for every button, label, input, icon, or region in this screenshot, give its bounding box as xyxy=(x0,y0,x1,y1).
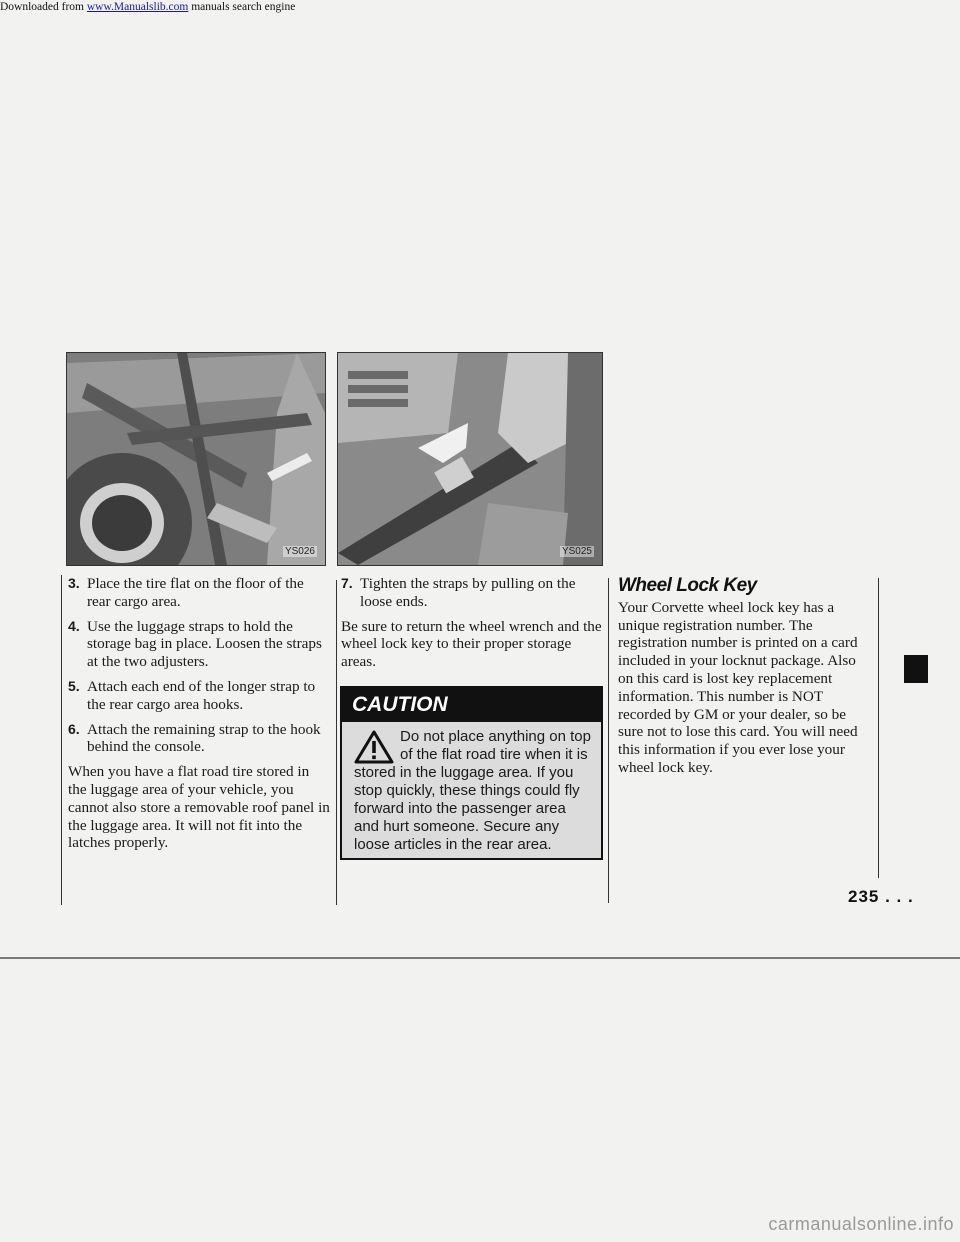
banner-prefix: Downloaded from xyxy=(0,1,87,13)
caution-heading: CAUTION xyxy=(342,688,601,722)
caution-body xyxy=(342,722,601,854)
warning-triangle-icon xyxy=(354,730,394,764)
column-rule xyxy=(608,578,609,903)
tire-stowage-photo xyxy=(66,352,326,566)
storage-reminder: Be sure to return the wheel wrench and the wheel lock key to their proper storage areas. xyxy=(341,617,602,671)
page-bottom-rule xyxy=(0,957,960,959)
caution-text: Do not place anything on top of the flat road tire when it is stored in the luggage area. If you stop quickly, these things could fly forward into the passenger area and hurt someone. Secure any loose articles in the rear area. xyxy=(354,728,591,853)
column-rule xyxy=(61,575,62,905)
figure-code: YS025 xyxy=(561,546,592,557)
section-tab-marker xyxy=(904,655,928,683)
list-item: 3. Place the tire flat on the floor of the rear cargo area. xyxy=(68,575,304,610)
list-item: 4. Use the luggage straps to hold the storage bag in place. Loosen the straps at the two adjusters. xyxy=(68,617,322,671)
banner-suffix: manuals search engine xyxy=(188,1,296,13)
tire-stowage-illustration xyxy=(67,353,325,565)
section-title: Wheel Lock Key xyxy=(618,575,757,596)
watermark: carmanualsonline.info xyxy=(768,1214,954,1234)
strap-tightening-illustration xyxy=(338,353,602,565)
column-middle xyxy=(341,575,603,678)
figure-code: YS026 xyxy=(284,546,315,557)
caution-box xyxy=(340,686,603,860)
roof-panel-note: When you have a flat road tire stored in the luggage area of your vehicle, you cannot also store a removable roof panel in the luggage area. It will not fit into the latches properly. xyxy=(68,763,330,852)
column-left xyxy=(68,575,330,859)
strap-tightening-photo xyxy=(337,352,603,566)
column-rule xyxy=(878,578,879,878)
page-number: 235 . . . xyxy=(848,887,914,906)
steps-list xyxy=(68,575,330,756)
list-item: 6. Attach the remaining strap to the hook behind the console. xyxy=(68,720,321,756)
wheel-lock-key-text: Your Corvette wheel lock key has a unique registration number. The registration number is printed on a card included in your locknut package. Also on this card is lost key replacement information. This number is NOT recorded by GM or your dealer, so be sure not to lose this card. You will need this information if you ever lose your wheel lock key. xyxy=(618,598,858,776)
download-banner xyxy=(0,0,960,14)
list-item: 5. Attach each end of the longer strap to the rear cargo area hooks. xyxy=(68,677,316,713)
column-right xyxy=(618,577,872,784)
column-rule xyxy=(336,580,337,905)
manualslib-link[interactable]: www.Manualslib.com xyxy=(86,1,189,13)
list-item: 7. Tighten the straps by pulling on the loose ends. xyxy=(341,575,576,610)
steps-list xyxy=(341,575,603,611)
